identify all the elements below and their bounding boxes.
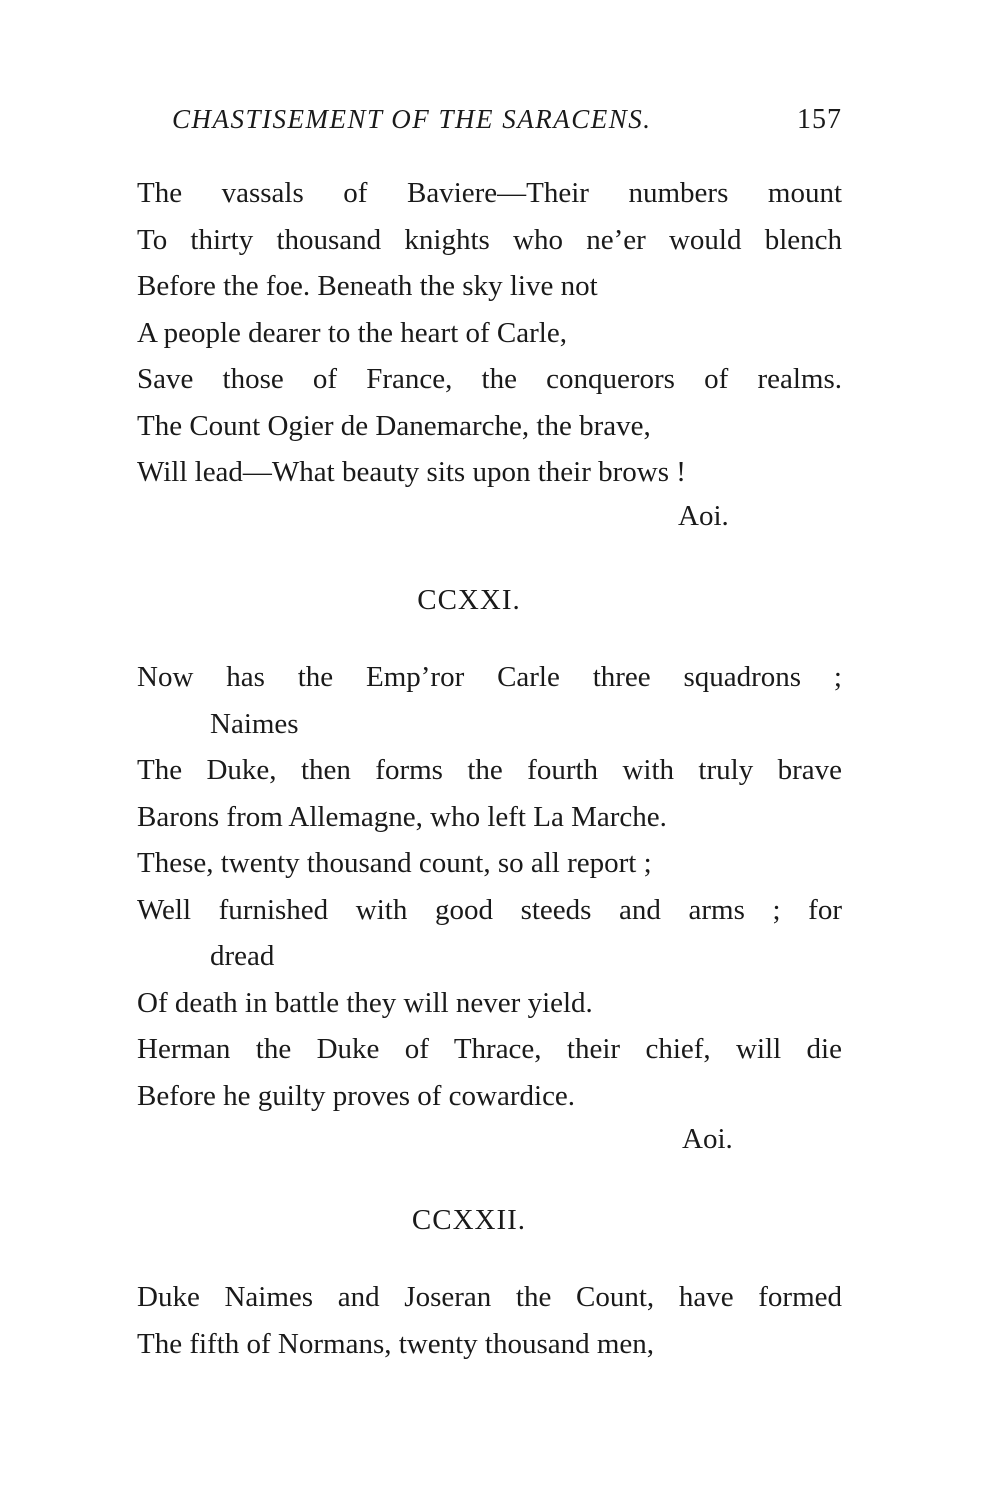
verse-line: The vassals of Baviere—Their numbers mount (137, 177, 842, 209)
verse-line: Duke Naimes and Joseran the Count, have formed (137, 1281, 842, 1313)
stanza-previous (137, 170, 842, 496)
verse-line: The fifth of Normans, twenty thousand men, (137, 1327, 655, 1360)
verse-line-continuation: dread (210, 940, 275, 972)
verse-line: Of death in battle they will never yield. (137, 986, 593, 1019)
verse-line: Herman the Duke of Thrace, their chief, will die (137, 1033, 842, 1065)
verse-line: To thirty thousand knights who ne’er would blench (137, 223, 842, 256)
running-title: CHASTISEMENT OF THE SARACENS. (172, 104, 652, 134)
verse-line: The Count Ogier de Danemarche, the brave, (137, 409, 651, 442)
stanza-ccxxi (137, 654, 842, 1119)
verse-line: Well furnished with good steeds and arms ; for (137, 893, 842, 926)
refrain-aoi: Aoi. (682, 1123, 733, 1155)
verse-line: The Duke, then forms the fourth with truly brave (137, 754, 842, 786)
stanza-heading-ccxxii: CCXXII. (411, 1204, 527, 1236)
stanza-ccxxii (137, 1274, 842, 1367)
running-head (172, 104, 842, 144)
verse-line: Before he guilty proves of cowardice. (137, 1079, 576, 1112)
verse-line: These, twenty thousand count, so all report ; (137, 847, 652, 879)
verse-line: Barons from Allemagne, who left La Marche. (137, 800, 667, 833)
verse-line-continuation: Naimes (210, 707, 299, 740)
verse-line: Save those of France, the conquerors of realms. (137, 363, 842, 395)
refrain-aoi: Aoi. (678, 500, 729, 532)
verse-line: Before the foe. Beneath the sky live not (137, 270, 598, 302)
verse-line: A people dearer to the heart of Carle, (137, 316, 567, 349)
stanza-heading-ccxxi: CCXXI. (417, 584, 521, 616)
verse-line: Will lead—What beauty sits upon their brows ! (137, 456, 686, 488)
page-number: 157 (797, 104, 842, 135)
verse-line: Now has the Emp’ror Carle three squadrons ; (137, 661, 842, 693)
